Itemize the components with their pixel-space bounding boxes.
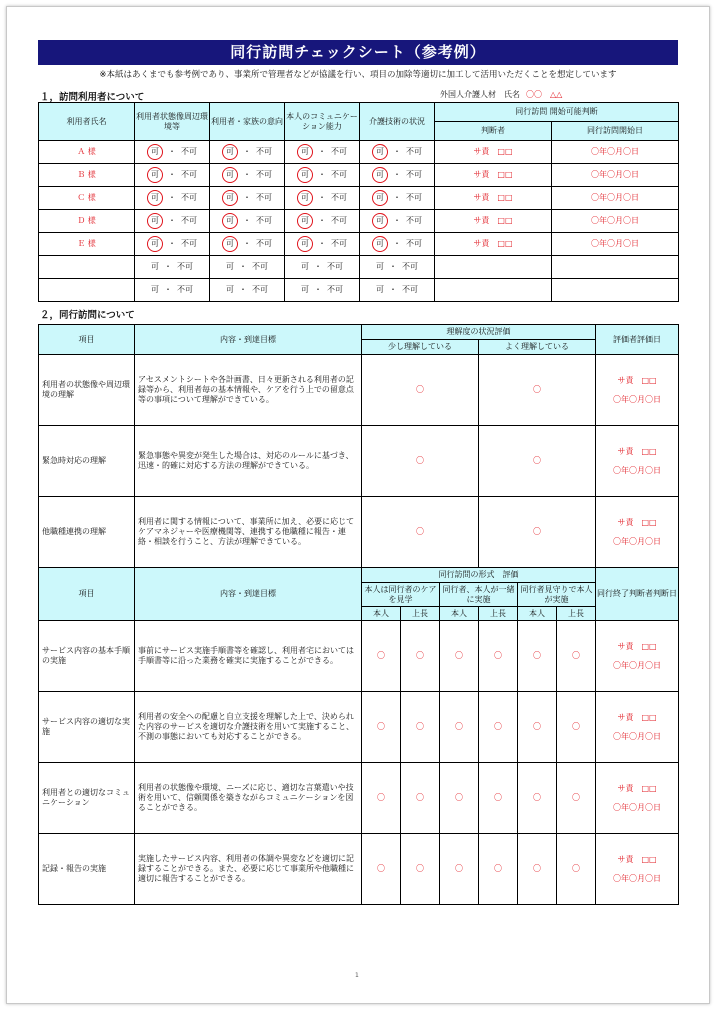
- ng-option[interactable]: 不可: [327, 262, 343, 271]
- start-date-cell: [552, 256, 679, 279]
- evaluation-date: 〇年〇月〇日: [613, 394, 662, 404]
- option-separator: ・: [168, 193, 176, 202]
- format-row: [39, 834, 679, 905]
- option-separator: ・: [393, 239, 401, 248]
- assessment-cell: [360, 279, 435, 302]
- format-mark: 〇: [440, 763, 479, 834]
- assessment-cell: [285, 256, 360, 279]
- assessment-cell: [360, 256, 435, 279]
- ng-option[interactable]: 不可: [406, 239, 422, 248]
- ok-option[interactable]: 可: [226, 262, 234, 271]
- ng-option[interactable]: 不可: [331, 193, 347, 202]
- start-date-cell: [552, 279, 679, 302]
- page-title: 同行訪問チェックシート（参考例）: [38, 40, 678, 65]
- ng-option[interactable]: 不可: [181, 147, 197, 156]
- well-mark: 〇: [479, 426, 596, 497]
- ng-option[interactable]: 不可: [406, 147, 422, 156]
- user-row: [39, 233, 679, 256]
- format-mark: 〇: [557, 621, 596, 692]
- end-judge-cell: [596, 763, 679, 834]
- start-date-cell: 〇年〇月〇日: [552, 141, 679, 164]
- header-self: 本人: [440, 607, 479, 621]
- assessment-cell: [210, 141, 285, 164]
- user-row: [39, 279, 679, 302]
- ng-option[interactable]: 不可: [331, 147, 347, 156]
- format-mark: 〇: [518, 621, 557, 692]
- option-separator: ・: [318, 147, 326, 156]
- start-date-cell: 〇年〇月〇日: [552, 164, 679, 187]
- format-mark: 〇: [518, 763, 557, 834]
- option-separator: ・: [243, 193, 251, 202]
- header-evaluator: 評価者評価日: [596, 325, 679, 355]
- ok-option[interactable]: 可: [222, 213, 238, 229]
- start-date-cell: 〇年〇月〇日: [552, 187, 679, 210]
- header-user-name: 利用者氏名: [39, 103, 135, 141]
- option-separator: ・: [318, 239, 326, 248]
- ng-option[interactable]: 不可: [256, 216, 272, 225]
- assessment-cell: [360, 210, 435, 233]
- option-separator: ・: [389, 285, 397, 294]
- format-mark: 〇: [401, 621, 440, 692]
- end-judge-name: サ責 □□: [617, 712, 657, 722]
- little-mark: 〇: [362, 497, 479, 568]
- user-name: Ｂ 様: [39, 164, 135, 187]
- item-cell: 記録・報告の実施: [39, 834, 135, 905]
- ok-option[interactable]: 可: [372, 167, 388, 183]
- item-cell: 利用者との適切なコミュニケーション: [39, 763, 135, 834]
- section2-heading: ２，同行訪問について: [40, 310, 135, 321]
- assessment-cell: [210, 279, 285, 302]
- format-mark: 〇: [518, 834, 557, 905]
- header-format-observe: 本人は同行者のケアを見学: [362, 583, 440, 607]
- ok-option[interactable]: 可: [372, 190, 388, 206]
- option-separator: ・: [314, 262, 322, 271]
- evaluation-date: 〇年〇月〇日: [613, 536, 662, 546]
- ok-option[interactable]: 可: [147, 144, 163, 160]
- content-cell: 利用者の状態像や環境、ニーズに応じ、適切な言葉遣いや技術を用いて、信頼関係を築きながらコミュニケーションを図ることができる。: [135, 763, 362, 834]
- header-item: 項目: [39, 325, 135, 355]
- ok-option[interactable]: 可: [222, 190, 238, 206]
- assessment-cell: [285, 279, 360, 302]
- option-separator: ・: [168, 147, 176, 156]
- ng-option[interactable]: 不可: [406, 193, 422, 202]
- header-boss: 上長: [479, 607, 518, 621]
- user-row: [39, 164, 679, 187]
- ng-option[interactable]: 不可: [256, 147, 272, 156]
- option-separator: ・: [239, 285, 247, 294]
- ng-option[interactable]: 不可: [256, 170, 272, 179]
- option-separator: ・: [168, 239, 176, 248]
- option-separator: ・: [318, 216, 326, 225]
- well-mark: 〇: [479, 355, 596, 426]
- option-separator: ・: [164, 285, 172, 294]
- judge-cell: [435, 279, 552, 302]
- header-self: 本人: [362, 607, 401, 621]
- ok-option[interactable]: 可: [147, 236, 163, 252]
- end-judge-name: サ責 □□: [617, 854, 657, 864]
- option-separator: ・: [389, 262, 397, 271]
- option-separator: ・: [239, 262, 247, 271]
- end-judge-name: サ責 □□: [617, 783, 657, 793]
- header-format-group: 同行訪問の形式 評価: [362, 568, 596, 583]
- judge-cell: サ責 □□: [435, 141, 552, 164]
- assessment-cell: [210, 164, 285, 187]
- ok-option[interactable]: 可: [222, 236, 238, 252]
- user-row: [39, 187, 679, 210]
- ng-option[interactable]: 不可: [252, 262, 268, 271]
- assessment-cell: [135, 164, 210, 187]
- ng-option[interactable]: 不可: [181, 239, 197, 248]
- format-mark: 〇: [401, 692, 440, 763]
- visit-users-table: [38, 102, 679, 302]
- assessment-cell: [285, 187, 360, 210]
- judge-cell: サ責 □□: [435, 164, 552, 187]
- ok-option[interactable]: 可: [372, 236, 388, 252]
- assessment-cell: [210, 233, 285, 256]
- ok-option[interactable]: 可: [372, 213, 388, 229]
- understanding-row: [39, 497, 679, 568]
- ok-option[interactable]: 可: [301, 262, 309, 271]
- option-separator: ・: [243, 147, 251, 156]
- option-separator: ・: [168, 216, 176, 225]
- header-boss: 上長: [557, 607, 596, 621]
- worker-name-line: [440, 89, 562, 100]
- user-row: [39, 210, 679, 233]
- content-cell: 緊急事態や異変が発生した場合は、対応のルールに基づき、迅速・的確に対応する方法の理解ができている。: [135, 426, 362, 497]
- format-mark: 〇: [479, 692, 518, 763]
- option-separator: ・: [393, 170, 401, 179]
- judge-cell: サ責 □□: [435, 233, 552, 256]
- content-cell: 利用者に関する情報について、事業所に加え、必要に応じてケアマネジャーや医療機関等、連携する他職種に報告・連絡・相談を行うこと、方法が理解できている。: [135, 497, 362, 568]
- content-cell: アセスメントシートや各計画書、日々更新される利用者の記録等から、利用者毎の基本情報や、ケアを行う上での留意点等の事項について理解ができている。: [135, 355, 362, 426]
- format-mark: 〇: [362, 834, 401, 905]
- page-number: 1: [355, 972, 359, 979]
- user-row: [39, 256, 679, 279]
- assessment-cell: [135, 187, 210, 210]
- end-judge-date: 〇年〇月〇日: [613, 873, 662, 883]
- ok-option[interactable]: 可: [147, 190, 163, 206]
- format-row: [39, 621, 679, 692]
- evaluator-name: サ責 □□: [617, 446, 657, 456]
- ok-option[interactable]: 可: [301, 285, 309, 294]
- assessment-cell: [135, 256, 210, 279]
- ok-option[interactable]: 可: [147, 213, 163, 229]
- end-judge-cell: [596, 834, 679, 905]
- option-separator: ・: [318, 170, 326, 179]
- format-mark: 〇: [557, 763, 596, 834]
- assessment-cell: [360, 187, 435, 210]
- format-mark: 〇: [479, 621, 518, 692]
- format-row: [39, 692, 679, 763]
- ng-option[interactable]: 不可: [331, 239, 347, 248]
- assessment-cell: [285, 233, 360, 256]
- user-name: [39, 256, 135, 279]
- assessment-cell: [135, 233, 210, 256]
- format-mark: 〇: [362, 763, 401, 834]
- assessment-cell: [285, 210, 360, 233]
- ok-option[interactable]: 可: [151, 262, 159, 271]
- option-separator: ・: [393, 216, 401, 225]
- format-mark: 〇: [401, 834, 440, 905]
- option-separator: ・: [393, 193, 401, 202]
- ng-option[interactable]: 不可: [406, 216, 422, 225]
- header-judge: 判断者: [435, 122, 552, 141]
- start-date-cell: 〇年〇月〇日: [552, 233, 679, 256]
- assessment-cell: [135, 210, 210, 233]
- evaluator-name: サ責 □□: [617, 375, 657, 385]
- option-separator: ・: [243, 239, 251, 248]
- format-mark: 〇: [557, 692, 596, 763]
- assessment-cell: [360, 233, 435, 256]
- usage-note: ※本紙はあくまでも参考例であり、事業所で管理者などが協議を行い、項目の加除等適切に加工して活用いただくことを想定しています: [99, 70, 617, 80]
- option-separator: ・: [393, 147, 401, 156]
- user-name: Ｄ 様: [39, 210, 135, 233]
- header-condition: 利用者状態像周辺環境等: [135, 103, 210, 141]
- format-mark: 〇: [479, 834, 518, 905]
- format-mark: 〇: [557, 834, 596, 905]
- ok-option[interactable]: 可: [376, 285, 384, 294]
- little-mark: 〇: [362, 426, 479, 497]
- header-little: 少し理解している: [362, 340, 479, 355]
- header-item-2: 項目: [39, 568, 135, 621]
- item-cell: 利用者の状態像や周辺環境の理解: [39, 355, 135, 426]
- ok-option[interactable]: 可: [151, 285, 159, 294]
- content-cell: 事前にサービス実施手順書等を確認し、利用者宅においては手順書等に沿った業務を確実に実施することができる。: [135, 621, 362, 692]
- header-content-2: 内容・到達目標: [135, 568, 362, 621]
- section1-heading: １，訪問利用者について: [40, 92, 145, 103]
- evaluator-cell: [596, 497, 679, 568]
- understanding-row: [39, 426, 679, 497]
- content-cell: 実施したサービス内容、利用者の体調や異変などを適切に記録することができる。また、必要に応じて事業所や他職種に適切に報告することができる。: [135, 834, 362, 905]
- header-format-together: 同行者、本人が一緒に実施: [440, 583, 518, 607]
- ng-option[interactable]: 不可: [331, 170, 347, 179]
- user-name: [39, 279, 135, 302]
- ng-option[interactable]: 不可: [181, 216, 197, 225]
- well-mark: 〇: [479, 497, 596, 568]
- judge-cell: サ責 □□: [435, 187, 552, 210]
- item-cell: サービス内容の適切な実施: [39, 692, 135, 763]
- assessment-cell: [135, 141, 210, 164]
- header-judge-group: 同行訪問 開始可能判断: [435, 103, 679, 122]
- option-separator: ・: [168, 170, 176, 179]
- end-judge-date: 〇年〇月〇日: [613, 660, 662, 670]
- ng-option[interactable]: 不可: [181, 193, 197, 202]
- item-cell: 他職種連携の理解: [39, 497, 135, 568]
- header-well: よく理解している: [479, 340, 596, 355]
- assessment-cell: [285, 141, 360, 164]
- ok-option[interactable]: 可: [297, 167, 313, 183]
- header-content: 内容・到達目標: [135, 325, 362, 355]
- ok-option[interactable]: 可: [297, 190, 313, 206]
- format-mark: 〇: [440, 692, 479, 763]
- format-mark: 〇: [362, 692, 401, 763]
- user-name: Ｃ 様: [39, 187, 135, 210]
- ok-option[interactable]: 可: [376, 262, 384, 271]
- evaluator-name: サ責 □□: [617, 517, 657, 527]
- ok-option[interactable]: 可: [297, 213, 313, 229]
- option-separator: ・: [314, 285, 322, 294]
- format-mark: 〇: [401, 763, 440, 834]
- assessment-cell: [135, 279, 210, 302]
- worker-name: 〇〇 △△: [526, 90, 563, 99]
- assessment-cell: [210, 256, 285, 279]
- evaluator-cell: [596, 426, 679, 497]
- header-intention: 利用者・家族の意向: [210, 103, 285, 141]
- assessment-cell: [285, 164, 360, 187]
- ng-option[interactable]: 不可: [256, 193, 272, 202]
- worker-label: 外国人介護人材 氏名: [440, 90, 520, 99]
- header-boss: 上長: [401, 607, 440, 621]
- assessment-cell: [210, 210, 285, 233]
- evaluation-date: 〇年〇月〇日: [613, 465, 662, 475]
- header-care-skill: 介護技術の状況: [360, 103, 435, 141]
- user-row: [39, 141, 679, 164]
- option-separator: ・: [243, 170, 251, 179]
- end-judge-name: サ責 □□: [617, 641, 657, 651]
- end-judge-cell: [596, 621, 679, 692]
- end-judge-cell: [596, 692, 679, 763]
- ok-option[interactable]: 可: [222, 167, 238, 183]
- ng-option[interactable]: 不可: [177, 262, 193, 271]
- ng-option[interactable]: 不可: [177, 285, 193, 294]
- user-name: Ｅ 様: [39, 233, 135, 256]
- header-start-date: 同行訪問開始日: [552, 122, 679, 141]
- understanding-row: [39, 355, 679, 426]
- start-date-cell: 〇年〇月〇日: [552, 210, 679, 233]
- ng-option[interactable]: 不可: [402, 262, 418, 271]
- user-name: Ａ 様: [39, 141, 135, 164]
- format-mark: 〇: [362, 621, 401, 692]
- assessment-cell: [360, 141, 435, 164]
- ok-option[interactable]: 可: [297, 144, 313, 160]
- format-mark: 〇: [479, 763, 518, 834]
- ok-option[interactable]: 可: [297, 236, 313, 252]
- option-separator: ・: [164, 262, 172, 271]
- ok-option[interactable]: 可: [222, 144, 238, 160]
- header-communication: 本人のコミュニケーション能力: [285, 103, 360, 141]
- ok-option[interactable]: 可: [147, 167, 163, 183]
- format-mark: 〇: [440, 834, 479, 905]
- ok-option[interactable]: 可: [226, 285, 234, 294]
- end-judge-date: 〇年〇月〇日: [613, 731, 662, 741]
- ng-option[interactable]: 不可: [181, 170, 197, 179]
- little-mark: 〇: [362, 355, 479, 426]
- option-separator: ・: [243, 216, 251, 225]
- ng-option[interactable]: 不可: [256, 239, 272, 248]
- format-row: [39, 763, 679, 834]
- item-cell: サービス内容の基本手順の実施: [39, 621, 135, 692]
- content-cell: 利用者の安全への配慮と自立支援を理解した上で、決められた内容のサービスを適切な介護技術を用いて実施すること、不測の事態においても対応することができる。: [135, 692, 362, 763]
- option-separator: ・: [318, 193, 326, 202]
- ng-option[interactable]: 不可: [331, 216, 347, 225]
- header-self: 本人: [518, 607, 557, 621]
- ng-option[interactable]: 不可: [402, 285, 418, 294]
- accompany-visit-table: [38, 324, 679, 905]
- header-understanding-group: 理解度の状況評価: [362, 325, 596, 340]
- header-format-watched: 同行者見守りで本人が実施: [518, 583, 596, 607]
- item-cell: 緊急時対応の理解: [39, 426, 135, 497]
- judge-cell: [435, 256, 552, 279]
- format-mark: 〇: [440, 621, 479, 692]
- end-judge-date: 〇年〇月〇日: [613, 802, 662, 812]
- assessment-cell: [360, 164, 435, 187]
- format-mark: 〇: [518, 692, 557, 763]
- ng-option[interactable]: 不可: [327, 285, 343, 294]
- evaluator-cell: [596, 355, 679, 426]
- ng-option[interactable]: 不可: [252, 285, 268, 294]
- ok-option[interactable]: 可: [372, 144, 388, 160]
- ng-option[interactable]: 不可: [406, 170, 422, 179]
- header-end-judge: 同行終了判断者判断日: [596, 568, 679, 621]
- assessment-cell: [210, 187, 285, 210]
- judge-cell: サ責 □□: [435, 210, 552, 233]
